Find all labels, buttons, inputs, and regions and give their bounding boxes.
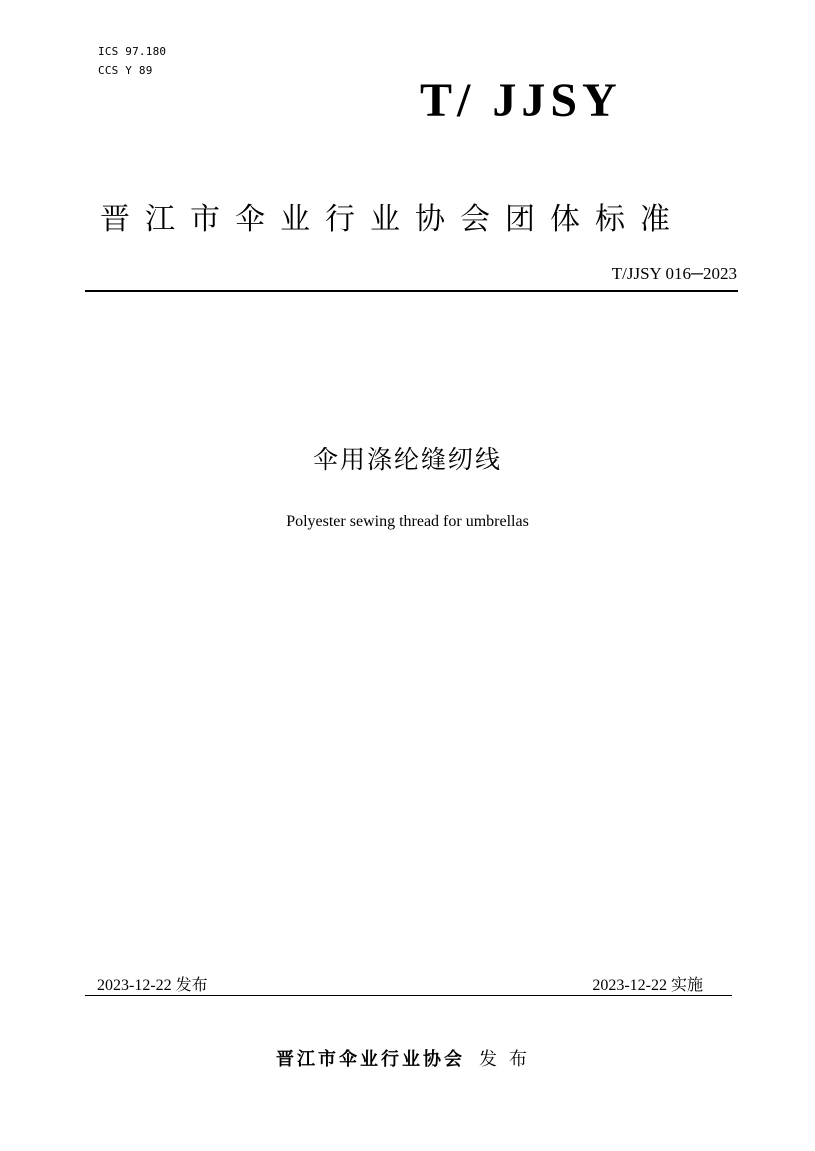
- implement-date: 2023-12-22 实施: [592, 977, 703, 994]
- bottom-divider: [85, 995, 732, 996]
- publisher-suffix: 发布: [479, 1049, 539, 1070]
- publisher-name: 晋江市伞业行业协会: [276, 1049, 465, 1070]
- classification-codes: [98, 42, 166, 80]
- english-title: Polyester sewing thread for umbrellas: [286, 513, 529, 530]
- standard-code-logo: T/ JJSY: [420, 74, 622, 127]
- ccs-code: CCS Y 89: [98, 64, 153, 77]
- organization-standard-title: 晋江市伞业行业协会团体标准: [100, 202, 685, 237]
- publish-date: 2023-12-22 发布: [97, 977, 208, 994]
- ics-code: ICS 97.180: [98, 45, 167, 58]
- chinese-title: 伞用涤纶缝纫线: [312, 445, 502, 474]
- standard-number: T/JJSY 016─2023: [611, 264, 737, 283]
- top-divider: [85, 290, 738, 292]
- publisher-line: [0, 1046, 815, 1074]
